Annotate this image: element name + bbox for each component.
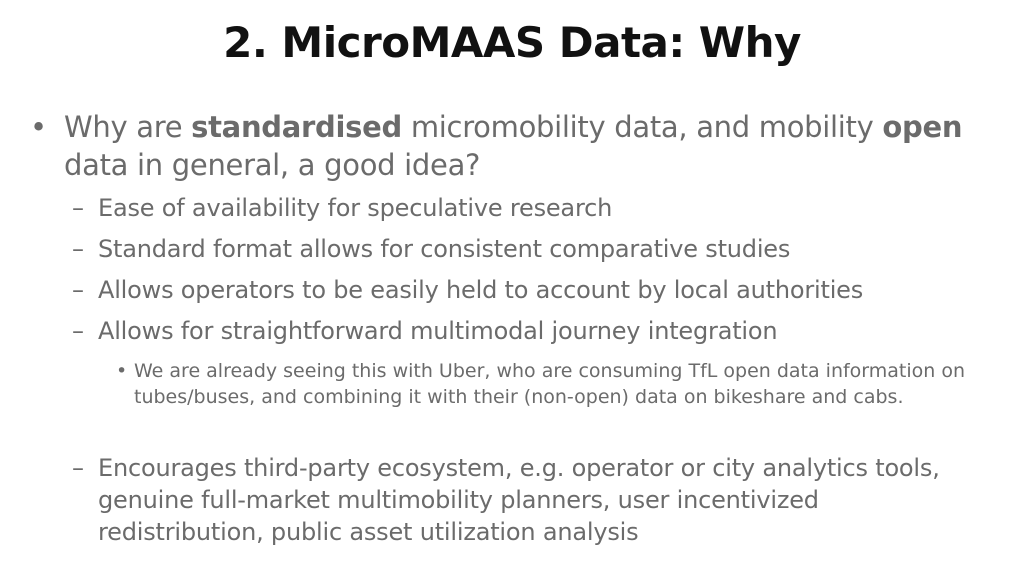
dash-marker: – [72,454,84,482]
sub-bullet [72,274,972,306]
slide-title: 2. MicroMAAS Data: Why [223,18,801,67]
dash-marker: – [72,194,84,222]
bullet-marker: • [116,360,128,382]
main-bullet-bold-standardised: standardised [191,110,402,144]
dash-marker: – [72,317,84,345]
main-bullet-bold-open: open [882,110,963,144]
sub-bullet [72,315,972,347]
sub-bullet-text: Allows for straightforward multimodal journey integration [98,317,778,345]
bullet-marker: • [30,110,47,144]
main-bullet [30,108,990,184]
sub-bullet-text: Allows operators to be easily held to account by local authorities [98,276,864,304]
sub-sub-bullet-text: We are already seeing this with Uber, who are consuming TfL open data information on tubes/buses, and combining it with their (non-open) data on bikeshare and cabs. [134,360,966,408]
main-bullet-text [64,108,990,184]
sub-sub-bullet [116,358,976,410]
sub-bullet-text: Encourages third-party ecosystem, e.g. operator or city analytics tools, genuine full-market multimobility planners, user incentivized redistribution, public asset utilization analysis [98,454,940,546]
dash-marker: – [72,276,84,304]
sub-bullet-text: Ease of availability for speculative research [98,194,613,222]
main-bullet-mid: micromobility data, and mobility [401,110,883,144]
dash-marker: – [72,235,84,263]
main-bullet-post: data in general, a good idea? [64,148,481,182]
sub-bullet [72,192,972,224]
sub-bullet-text: Standard format allows for consistent comparative studies [98,235,791,263]
sub-bullet [72,233,972,265]
sub-bullet [72,452,972,548]
main-bullet-pre: Why are [64,110,192,144]
